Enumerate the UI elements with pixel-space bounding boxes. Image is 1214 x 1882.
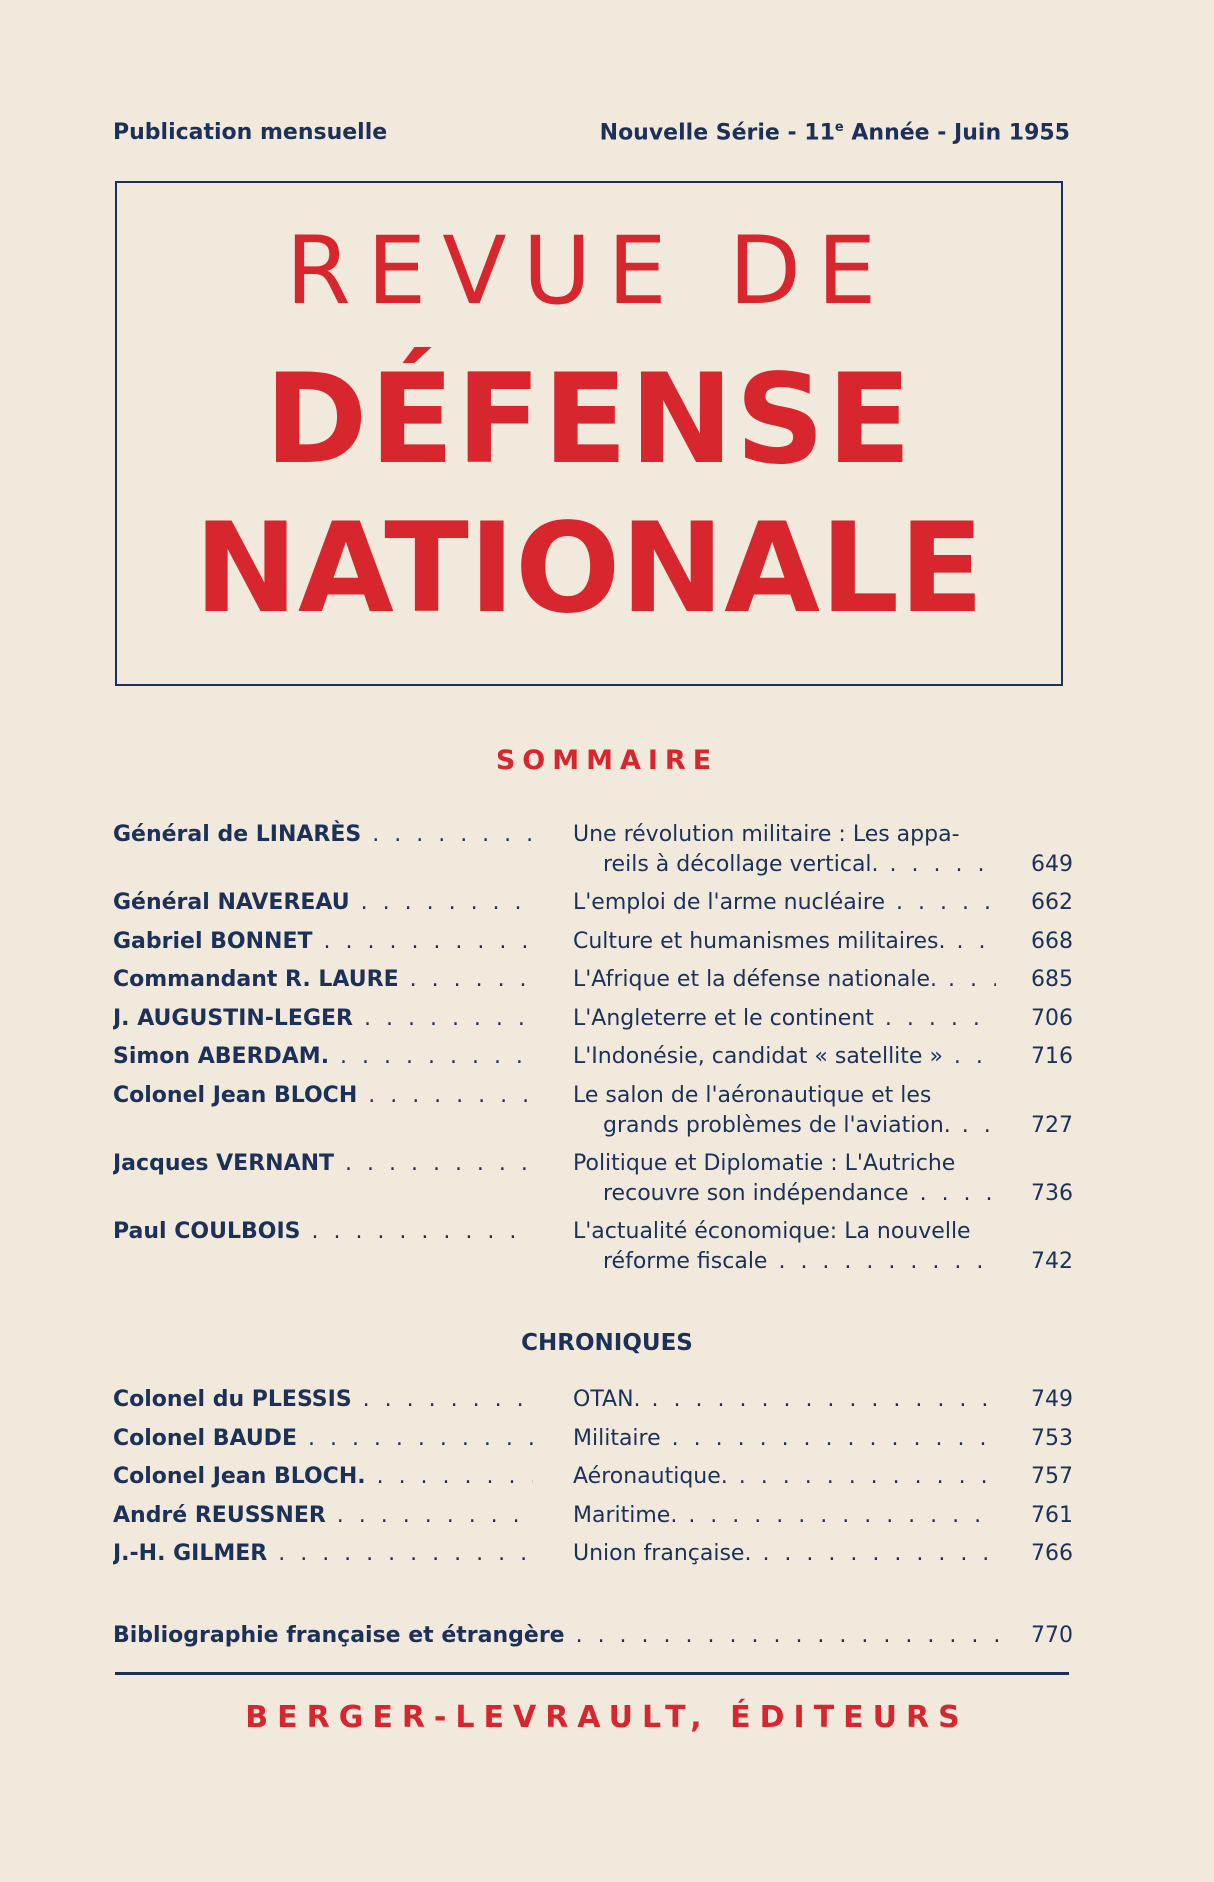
toc-entry	[113, 923, 1073, 962]
bibliography-entry	[113, 1617, 1073, 1655]
issue-date: Année - Juin 1955	[843, 120, 1070, 146]
chronique-entry	[113, 1535, 1073, 1574]
chronique-entry	[113, 1381, 1073, 1420]
toc-entry	[113, 1213, 1073, 1281]
toc-title-line-1: Une révolution militaire : Les appa-	[573, 822, 960, 847]
toc-entry	[113, 1000, 1073, 1039]
toc-author: Paul COULBOIS . . .	[113, 1213, 533, 1252]
chronique-author: J.-H. GILMER . . .	[113, 1535, 533, 1574]
toc-page: 706	[1031, 1005, 1073, 1031]
toc-entry	[113, 1038, 1073, 1077]
toc-title	[573, 1213, 996, 1277]
chronique-title: Militaire . . .	[573, 1420, 996, 1459]
toc-page: 727	[1031, 1112, 1073, 1138]
chronique-author: André REUSSNER . . .	[113, 1497, 533, 1536]
toc-title-line-2: réforme fiscale . . .	[573, 1247, 996, 1277]
toc-author: Commandant R. LAURE . . .	[113, 961, 533, 1000]
publication-frequency: Publication mensuelle	[113, 120, 388, 145]
bibliography-page: 770	[1031, 1623, 1073, 1648]
chronique-title: OTAN. . . .	[573, 1381, 996, 1420]
chronique-title: Union française. . . .	[573, 1535, 996, 1574]
masthead-line-2: DÉFENSE	[264, 348, 914, 492]
toc-author: Jacques VERNANT . . .	[113, 1145, 533, 1184]
chronique-title: Aéronautique. . . .	[573, 1458, 996, 1497]
toc-title-line-2: recouvre son indépendance . . .	[573, 1179, 996, 1209]
issue-series: Nouvelle Série - 11	[599, 120, 835, 146]
toc-author: J. AUGUSTIN-LEGER . . .	[113, 1000, 533, 1039]
chronique-entry	[113, 1497, 1073, 1536]
masthead-line-1: REVUE DE	[285, 217, 893, 326]
chroniques-list	[113, 1381, 1073, 1574]
toc-title	[573, 1077, 996, 1141]
toc-title: L'Angleterre et le continent . . .	[573, 1000, 996, 1039]
sommaire-heading: SOMMAIRE	[495, 745, 719, 776]
issue-ordinal-suffix: e	[834, 120, 844, 135]
toc-page: 736	[1031, 1180, 1073, 1206]
toc-page: 668	[1031, 928, 1073, 954]
chronique-entry	[113, 1420, 1073, 1459]
chronique-page: 757	[1031, 1464, 1073, 1489]
toc-title-line-1: Le salon de l'aéronautique et les	[573, 1082, 932, 1108]
toc-title: L'emploi de l'arme nucléaire . . .	[573, 884, 996, 923]
chronique-page: 766	[1031, 1541, 1073, 1566]
toc-title: L'Indonésie, candidat « satellite » . . .	[573, 1038, 996, 1077]
toc-title: L'Afrique et la défense nationale. . . .	[573, 961, 996, 1000]
toc-title	[573, 1145, 996, 1209]
toc-title-line-1: L'actualité économique: La nouvelle	[573, 1218, 971, 1244]
chroniques-heading: CHRONIQUES	[521, 1330, 693, 1356]
toc-author: Gabriel BONNET . . .	[113, 923, 533, 962]
toc-author: Simon ABERDAM. . . .	[113, 1038, 533, 1077]
toc-title-line-2: reils à décollage vertical. . . .	[573, 850, 996, 880]
toc-author: Colonel Jean BLOCH . . .	[113, 1077, 533, 1116]
toc-entry	[113, 884, 1073, 923]
toc-page: 662	[1031, 890, 1073, 915]
toc-title: Culture et humanismes militaires. . . .	[573, 923, 996, 962]
toc-page: 685	[1031, 967, 1073, 992]
toc-title-line-2: grands problèmes de l'aviation. . . .	[573, 1111, 996, 1141]
toc-author: Général NAVEREAU . . .	[113, 884, 533, 923]
toc-page: 716	[1031, 1044, 1073, 1069]
sommaire-list	[113, 816, 1073, 1281]
chronique-title: Maritime. . . .	[573, 1497, 996, 1536]
chronique-page: 749	[1031, 1387, 1073, 1412]
chronique-page: 761	[1031, 1502, 1073, 1528]
toc-entry	[113, 1145, 1073, 1213]
toc-entry	[113, 961, 1073, 1000]
toc-title	[573, 816, 996, 880]
publisher-name: BERGER-LEVRAULT, ÉDITEURS	[245, 1700, 969, 1735]
masthead-line-3: NATIONALE	[194, 497, 984, 641]
chronique-author: Colonel Jean BLOCH. . . .	[113, 1458, 533, 1497]
chronique-author: Colonel BAUDE . . .	[113, 1420, 533, 1459]
toc-title-line-1: Politique et Diplomatie : L'Autriche	[573, 1150, 956, 1176]
chronique-author: Colonel du PLESSIS . . .	[113, 1381, 533, 1420]
toc-author: Général de LINARÈS . . .	[113, 816, 533, 855]
toc-page: 742	[1031, 1248, 1073, 1274]
footer-rule	[115, 1672, 1069, 1675]
chronique-page: 753	[1031, 1425, 1073, 1451]
masthead-box	[115, 181, 1063, 686]
chronique-entry	[113, 1458, 1073, 1497]
toc-entry	[113, 1077, 1073, 1145]
issue-info	[600, 120, 1070, 145]
bibliography-label: Bibliographie française et étrangère . . .	[113, 1617, 1003, 1655]
toc-page: 649	[1031, 852, 1073, 877]
toc-entry	[113, 816, 1073, 884]
